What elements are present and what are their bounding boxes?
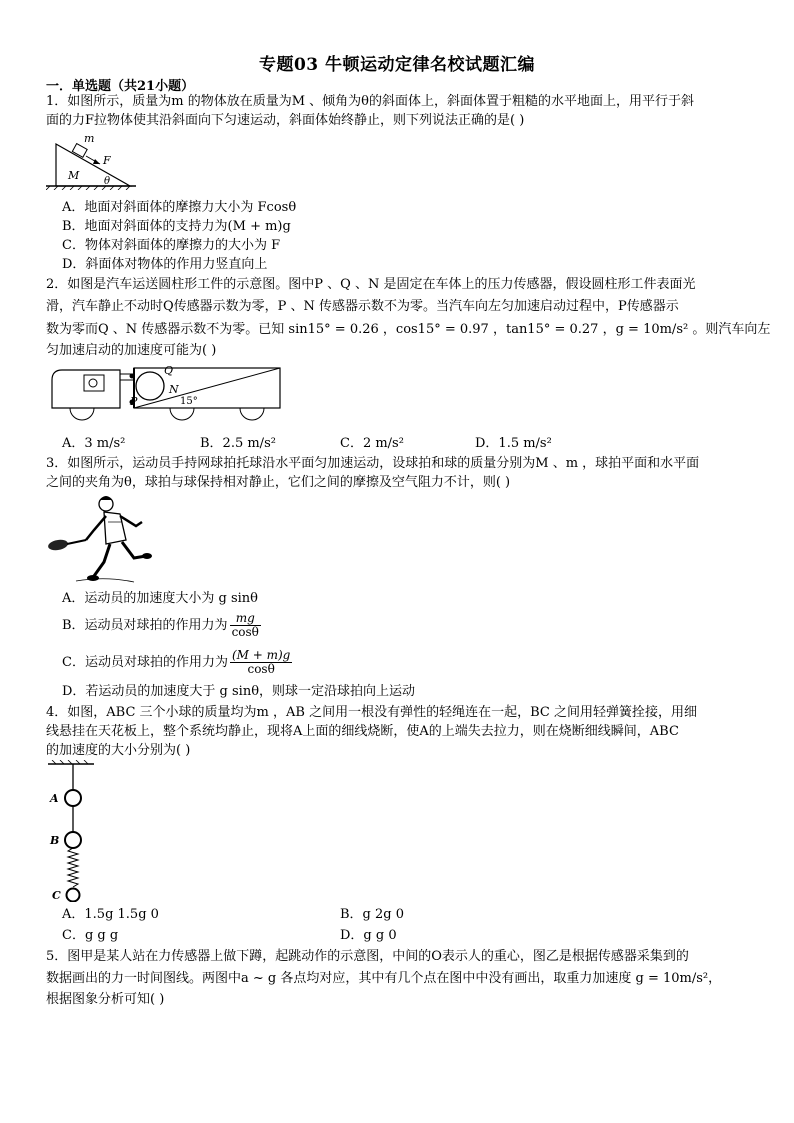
q5-line-3: 根据图象分析可知( ) <box>46 992 165 1007</box>
q5-line-2: 数据画出的力一时间图线。两图中a ~ g 各点均对应，其中有几个点在图中中没有画出，取重力加速度 g = 10m/s²， <box>46 971 722 986</box>
q4-label-A: A <box>50 792 59 805</box>
page-title: 专题03 牛顿运动定律名校试题汇编 <box>258 55 536 75</box>
q2-option-c: C．2 m/s² <box>340 436 404 451</box>
q2-label-P: P <box>130 395 138 408</box>
q3-option-b-fraction <box>230 612 261 639</box>
q3-option-c <box>62 649 292 676</box>
q2-line-4: 匀加速启动的加速度可能为( ) <box>46 343 217 358</box>
q1-incline-figure <box>46 132 138 190</box>
q1-line-1: 1．如图所示，质量为m 的物体放在质量为M 、倾角为θ的斜面体上，斜面体置于粗糙的水平地面上，用平行于斜 <box>46 94 695 109</box>
q1-option-b: B．地面对斜面体的支持力为(M + m)g <box>62 219 291 234</box>
q3-option-c-denominator: cosθ <box>247 662 275 676</box>
q3-option-a: A．运动员的加速度大小为 g sinθ <box>62 591 259 606</box>
q4-line-1: 4．如图，ABC 三个小球的质量均为m ，AB 之间用一根没有弹性的轻绳连在一起，BC 之间用轻弹簧拴接，用细 <box>46 705 697 720</box>
q2-option-b: B．2.5 m/s² <box>200 436 276 451</box>
q2-option-d: D．1.5 m/s² <box>475 436 552 451</box>
q2-label-Q: Q <box>164 364 174 377</box>
q2-label-angle: 15° <box>180 396 198 407</box>
q3-option-d: D．若运动员的加速度大于 g sinθ，则球一定沿球拍向上运动 <box>62 684 416 699</box>
q2-line-1: 2．如图是汽车运送圆柱形工件的示意图。图中P 、Q 、N 是固定在车体上的压力传感器，假设圆柱形工件表面光 <box>46 277 696 292</box>
q1-option-a: A．地面对斜面体的摩擦力大小为 Fcosθ <box>62 200 297 215</box>
q1-label-F: F <box>103 154 111 167</box>
q1-label-M: M <box>68 169 80 182</box>
q1-line-2: 面的力F拉物体使其沿斜面向下匀速运动，斜面体始终静止，则下列说法正确的是( ) <box>46 113 525 128</box>
q1-label-m: m <box>84 132 95 145</box>
q3-line-1: 3．如图所示，运动员手持网球拍托球沿水平面匀加速运动，设球拍和球的质量分别为M 、m ，球拍平面和水平面 <box>46 456 700 471</box>
q1-label-theta: θ <box>104 176 111 187</box>
q1-option-d: D．斜面体对物体的作用力竖直向上 <box>62 257 268 272</box>
q4-line-3: 的加速度的大小分别为( ) <box>46 743 191 758</box>
section-heading: 一．单选题（共21小题） <box>46 79 195 94</box>
q3-option-b-denominator: cosθ <box>231 625 259 639</box>
q4-label-B: B <box>50 834 60 847</box>
q2-label-N: N <box>169 383 179 396</box>
q3-option-b <box>62 612 261 639</box>
q4-option-a: A．1.5g 1.5g 0 <box>62 907 159 922</box>
q1-option-c: C．物体对斜面体的摩擦力的大小为 F <box>62 238 281 253</box>
q4-option-d: D．g g 0 <box>340 928 397 943</box>
q2-truck-figure <box>46 362 286 424</box>
q3-option-c-numerator: (M + m)g <box>231 648 291 662</box>
q3-option-c-fraction <box>230 649 292 676</box>
q4-line-2: 线悬挂在天花板上，整个系统均静止，现将A上面的细线烧断，使A的上端失去拉力，则在烧断细线瞬间，ABC <box>46 724 679 739</box>
q4-balls-spring-figure <box>46 760 96 902</box>
q3-option-b-numerator: mg <box>230 612 261 626</box>
q3-option-c-text: C．运动员对球拍的作用力为 <box>62 655 228 670</box>
q2-line-3: 数为零而Q 、N 传感器示数不为零。已知 sin15° = 0.26 ，cos15° = 0.97 ，tan15° = 0.27 ，g = 10m/s² 。则汽车向左 <box>46 322 771 337</box>
q2-line-2: 滑，汽车静止不动时Q传感器示数为零，P 、N 传感器示数不为零。当汽车向左匀加速启动过程中，P传感器示 <box>46 299 679 314</box>
q5-line-1: 5．图甲是某人站在力传感器上做下蹲，起跳动作的示意图，中间的O表示人的重心，图乙是根据传感器采集到的 <box>46 949 689 964</box>
q3-option-b-text: B．运动员对球拍的作用力为 <box>62 618 228 633</box>
q4-label-C: C <box>52 889 61 902</box>
q3-line-2: 之间的夹角为θ，球拍与球保持相对静止，它们之间的摩擦及空气阻力不计，则( ) <box>46 475 511 490</box>
q3-tennis-player-figure <box>46 492 152 584</box>
q4-option-c: C．g g g <box>62 928 119 943</box>
q2-option-a: A．3 m/s² <box>62 436 126 451</box>
q4-option-b: B．g 2g 0 <box>340 907 405 922</box>
